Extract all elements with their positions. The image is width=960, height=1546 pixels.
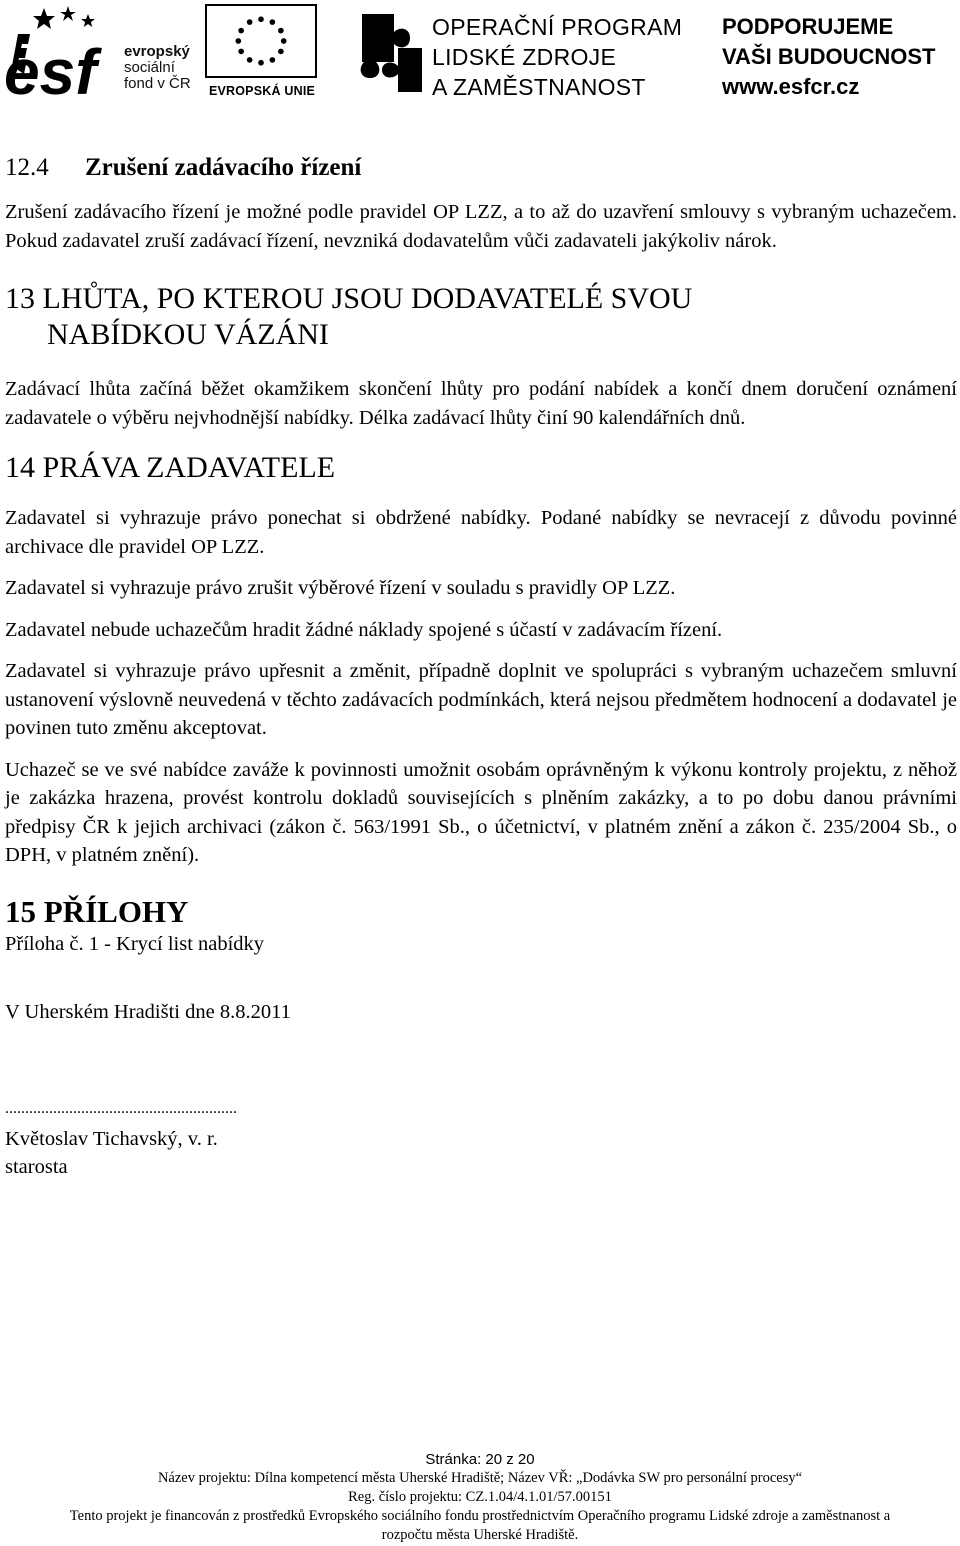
page-number: Stránka: 20 z 20	[425, 1451, 535, 1468]
op-line-1: OPERAČNÍ PROGRAM	[432, 14, 683, 40]
section-13-title-line-2: NABÍDKOU VÁZÁNI	[47, 318, 329, 351]
signature-dots: ..........................................................	[5, 1099, 237, 1117]
op-lzz-logo	[356, 4, 706, 100]
support-link[interactable]: www.esfcr.cz	[722, 74, 860, 99]
page-footer	[0, 1450, 960, 1545]
esf-line-3: fond v ČR	[124, 75, 191, 92]
attachment-item: Příloha č. 1 - Krycí list nabídky	[5, 932, 265, 955]
esf-mark-icon	[4, 4, 122, 100]
section-12-4-title: Zrušení zadávacího řízení	[85, 154, 362, 181]
esf-line-1: evropský	[124, 43, 190, 60]
section-12-4-number: 12.4	[5, 154, 49, 181]
section-14-p1: Zadavatel si vyhrazuje právo ponechat si obdržené nabídky. Podané nabídky se nevracejí z důvodu povinné archivace dle pravidel OP LZZ.	[5, 507, 957, 558]
place-date: V Uherském Hradišti dne 8.8.2011	[5, 1001, 291, 1023]
document-body	[5, 150, 957, 1182]
svg-text:esf: esf	[4, 36, 97, 100]
support-text	[722, 12, 936, 102]
section-12-4-text: Zrušení zadávacího řízení je možné podle pravidel OP LZZ, a to až do uzavření smlouvy s vybraným uchazečem. Pokud zadavatel zruší zadávací řízení, nevzniká dodavatelům vůči zadavateli jakýkoliv nárok.	[5, 201, 957, 252]
support-line-2: VAŠI BUDOUCNOST	[722, 44, 936, 69]
eu-label: EVROPSKÁ UNIE	[208, 84, 316, 98]
footer-reg: Reg. číslo projektu: CZ.1.04/4.1.01/57.00151	[348, 1489, 612, 1505]
esf-logo	[4, 4, 194, 100]
section-13-text: Zadávací lhůta začíná běžet okamžikem skončení lhůty pro podání nabídek a končí dnem doručení oznámení zadavatele o výběru nejvhodnější nabídky. Délka zadávací lhůty činí 90 kalendářních dnů.	[5, 378, 957, 429]
section-14-p4: Zadavatel si vyhrazuje právo upřesnit a změnit, případně doplnit ve spolupráci s vybraným uchazečem smluvní ustanovení výslovně neuvedená v těchto zadávacích podmínkách, která nejsou předmětem hodnocení a dodavatel je povinen tuto změnu akceptovat.	[5, 660, 957, 739]
section-15-title: 15 PŘÍLOHY	[5, 893, 189, 929]
section-13-title-line-1: 13 LHŮTA, PO KTEROU JSOU DODAVATELÉ SVOU	[5, 282, 693, 315]
esf-line-2: sociální	[124, 59, 175, 76]
section-14-p3: Zadavatel nebude uchazečům hradit žádné náklady spojené s účastí v zadávacím řízení.	[5, 618, 723, 641]
eu-flag-icon	[205, 4, 317, 78]
footer-funding-1: Tento projekt je financován z prostředků Evropského sociálního fondu prostřednictvím Operačního programu Lidské zdroje a zaměstnanost a	[69, 1508, 891, 1524]
footer-funding-2: rozpočtu města Uherské Hradiště.	[381, 1527, 579, 1543]
signatory-role: starosta	[5, 1156, 68, 1178]
section-14-p5: Uchazeč se ve své nabídce zaváže k povinnosti umožnit osobám oprávněným k výkonu kontroly projektu, z něhož je zakázka hrazena, provést kontrolu dokladů souvisejících s plněním zakázky, a to po dobu danou právními předpisy ČR k jejich archivaci (zákon č. 563/1991 Sb., o účetnictví, v platném znění a zákon č. 235/2004 Sb., o DPH, v platném znění).	[5, 758, 957, 866]
support-line-1: PODPORUJEME	[722, 14, 894, 39]
op-line-2: LIDSKÉ ZDROJE	[432, 44, 617, 70]
header-logos	[0, 0, 960, 105]
op-lzz-mark-icon	[356, 4, 428, 100]
section-12-4-heading	[5, 150, 957, 186]
esf-text	[124, 44, 191, 92]
signatory-name: Květoslav Tichavský, v. r.	[5, 1127, 218, 1150]
section-14-title: 14 PRÁVA ZADAVATELE	[5, 451, 336, 484]
op-line-3: A ZAMĚSTNANOST	[432, 74, 646, 100]
eu-logo	[205, 4, 319, 100]
section-14-p2: Zadavatel si vyhrazuje právo zrušit výběrové řízení v souladu s pravidly OP LZZ.	[5, 577, 676, 599]
op-lzz-text	[432, 12, 682, 102]
footer-project: Název projektu: Dílna kompetencí města Uherské Hradiště; Název VŘ: „Dodávka SW pro personální procesy“	[157, 1470, 803, 1486]
